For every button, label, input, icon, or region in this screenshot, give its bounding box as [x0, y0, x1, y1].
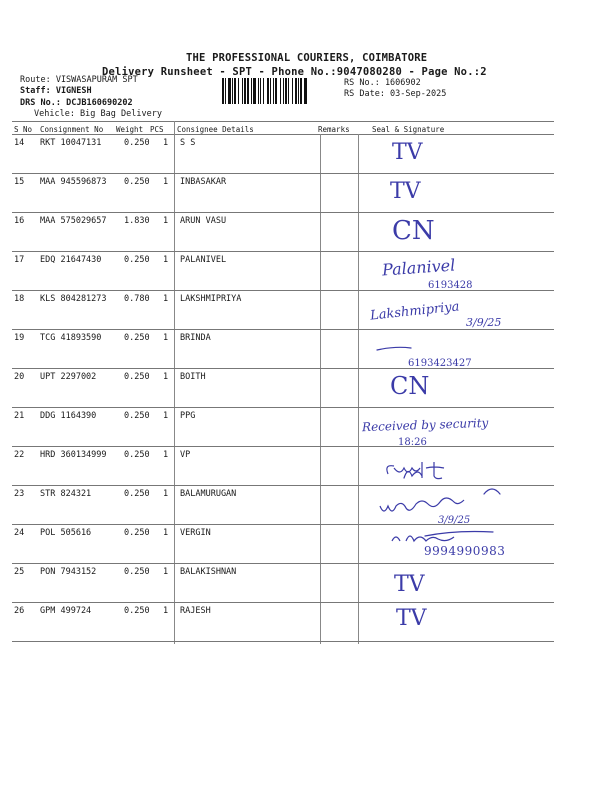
row-consignment: KLS 804281273	[40, 294, 107, 304]
row-pcs: 1	[163, 177, 169, 187]
signature-row-20: CN	[390, 372, 430, 400]
barcode-bar	[260, 78, 261, 104]
row-consignment: UPT 2297002	[40, 372, 97, 382]
row-consignee: BALAMURUGAN	[180, 489, 237, 499]
barcode-bar	[228, 78, 231, 104]
barcode-bar	[242, 78, 243, 104]
row-consignee: ARUN VASU	[180, 216, 227, 226]
row-divider	[12, 602, 554, 603]
signature-row-17-number: 6193428	[428, 280, 473, 291]
row-pcs: 1	[163, 528, 169, 538]
row-pcs: 1	[163, 606, 169, 616]
row-sno: 18	[14, 294, 25, 304]
col-consignee: Consignee Details	[177, 125, 254, 134]
row-consignment: DDG 1164390	[40, 411, 97, 421]
barcode-bar	[273, 78, 274, 104]
row-consignee: LAKSHMIPRIYA	[180, 294, 242, 304]
row-sno: 25	[14, 567, 25, 577]
barcode-bar	[234, 78, 236, 104]
signature-row-16: CN	[392, 216, 435, 246]
row-weight: 0.250	[124, 450, 150, 460]
row-consignment: TCG 41893590	[40, 333, 102, 343]
row-consignee: INBASAKAR	[180, 177, 227, 187]
row-pcs: 1	[163, 138, 169, 148]
row-weight: 0.250	[124, 138, 150, 148]
barcode-bar	[292, 78, 293, 104]
row-pcs: 1	[163, 216, 169, 226]
col-seal: Seal & Signature	[372, 125, 445, 134]
handwritten-signature-image	[382, 458, 472, 482]
barcode-bar	[253, 78, 256, 104]
signature-row-23	[378, 496, 488, 522]
row-consignee: PPG	[180, 411, 196, 421]
header-bottom-rule	[12, 134, 554, 135]
row-pcs: 1	[163, 567, 169, 577]
row-consignee: VERGIN	[180, 528, 211, 538]
row-weight: 0.250	[124, 255, 150, 265]
row-consignee: VP	[180, 450, 191, 460]
barcode-bar	[280, 78, 281, 104]
row-sno: 20	[14, 372, 25, 382]
signature-row-18-date: 3/9/25	[466, 316, 502, 329]
signature-row-22	[382, 458, 472, 487]
barcode-bar	[263, 78, 264, 104]
rs-number: RS No.: 1606902	[344, 78, 421, 88]
row-divider	[12, 251, 554, 252]
row-consignment: MAA 575029657	[40, 216, 107, 226]
row-divider	[12, 212, 554, 213]
row-pcs: 1	[163, 411, 169, 421]
barcode-bar	[258, 78, 259, 104]
signature-row-14: TV	[392, 140, 423, 165]
col-pcs: PCS	[150, 125, 164, 134]
row-divider	[12, 368, 554, 369]
barcode-bar	[244, 78, 246, 104]
barcode-bar	[222, 78, 224, 104]
row-divider	[12, 641, 554, 642]
row-divider	[12, 485, 554, 486]
barcode-bar	[285, 78, 287, 104]
barcode-bar	[232, 78, 233, 104]
row-consignee: BRINDA	[180, 333, 211, 343]
row-sno: 21	[14, 411, 25, 421]
row-divider	[12, 329, 554, 330]
row-sno: 22	[14, 450, 25, 460]
row-divider	[12, 524, 554, 525]
signature-row-15: TV	[390, 179, 421, 204]
row-consignment: STR 824321	[40, 489, 92, 499]
row-weight: 0.250	[124, 333, 150, 343]
col-sno: S No	[14, 125, 33, 134]
row-weight: 0.250	[124, 567, 150, 577]
signature-row-24-number: 9994990983	[424, 544, 506, 558]
barcode-bar	[247, 78, 249, 104]
col-consignment: Consignment No	[40, 125, 104, 134]
signature-row-23-date: 3/9/25	[438, 515, 471, 526]
row-consignee: S S	[180, 138, 196, 148]
row-divider	[12, 173, 554, 174]
row-pcs: 1	[163, 489, 169, 499]
row-sno: 24	[14, 528, 25, 538]
signature-row-21: Received by security	[361, 415, 489, 435]
signature-row-19-number: 6193423427	[408, 358, 472, 369]
row-consignment: MAA 945596873	[40, 177, 107, 187]
col-weight: Weight	[116, 125, 144, 134]
drs-number	[20, 98, 133, 108]
row-consignment: PON 7943152	[40, 567, 97, 577]
row-consignee: PALANIVEL	[180, 255, 227, 265]
col-separator	[358, 134, 359, 644]
signature-row-26: TV	[396, 606, 427, 631]
col-separator	[174, 121, 175, 644]
runsheet-subtitle: Delivery Runsheet - SPT - Phone No.:9047080280 - Page No.:2	[102, 66, 487, 78]
row-pcs: 1	[163, 294, 169, 304]
row-sno: 19	[14, 333, 25, 343]
row-weight: 0.250	[124, 372, 150, 382]
barcode-bar	[283, 78, 284, 104]
row-consignment: POL 505616	[40, 528, 92, 538]
row-weight: 0.250	[124, 528, 150, 538]
signature-row-17: Palanivel	[381, 255, 456, 280]
row-consignee: RAJESH	[180, 606, 211, 616]
row-divider	[12, 407, 554, 408]
row-divider	[12, 563, 554, 564]
barcode-bar	[275, 78, 277, 104]
handwritten-signature-image	[378, 496, 488, 518]
staff-label: Staff: VIGNESH	[20, 86, 92, 96]
barcode-bar	[288, 78, 289, 104]
drs-value: DCJB160690202	[66, 98, 133, 108]
row-weight: 0.250	[124, 489, 150, 499]
row-pcs: 1	[163, 372, 169, 382]
row-weight: 0.250	[124, 606, 150, 616]
row-sno: 16	[14, 216, 25, 226]
row-sno: 26	[14, 606, 25, 616]
row-consignment: RKT 10047131	[40, 138, 102, 148]
row-sno: 23	[14, 489, 25, 499]
barcode-bar	[267, 78, 269, 104]
signature-row-21-time: 18:26	[398, 437, 427, 448]
row-sno: 17	[14, 255, 25, 265]
row-consignment: EDQ 21647430	[40, 255, 102, 265]
row-consignee: BOITH	[180, 372, 206, 382]
barcode-bar	[225, 78, 226, 104]
row-divider	[12, 446, 554, 447]
drs-label: DRS No.:	[20, 98, 61, 108]
row-weight: 0.250	[124, 177, 150, 187]
barcode-bar	[304, 78, 307, 104]
header-top-rule	[12, 121, 554, 122]
rs-date: RS Date: 03-Sep-2025	[344, 89, 447, 99]
barcode-bar	[238, 78, 239, 104]
row-pcs: 1	[163, 450, 169, 460]
company-title: THE PROFESSIONAL COURIERS, COIMBATORE	[186, 52, 428, 64]
row-sno: 15	[14, 177, 25, 187]
row-divider	[12, 290, 554, 291]
row-consignment: HRD 360134999	[40, 450, 107, 460]
col-separator	[320, 134, 321, 644]
row-consignment: GPM 499724	[40, 606, 92, 616]
barcode-bar	[295, 78, 297, 104]
barcode-bar	[298, 78, 299, 104]
row-pcs: 1	[163, 255, 169, 265]
row-pcs: 1	[163, 333, 169, 343]
barcode-image	[222, 78, 340, 104]
row-weight: 0.250	[124, 411, 150, 421]
row-weight: 1.830	[124, 216, 150, 226]
route-label: Route: VISWASAPURAM SPT	[20, 75, 138, 85]
row-weight: 0.780	[124, 294, 150, 304]
vehicle-label: Vehicle: Big Bag Delivery	[34, 109, 162, 119]
signature-row-25: TV	[394, 572, 425, 597]
barcode-bar	[251, 78, 252, 104]
row-consignee: BALAKISHNAN	[180, 567, 237, 577]
row-sno: 14	[14, 138, 25, 148]
col-remarks: Remarks	[318, 125, 350, 134]
signature-row-18: Lakshmipriya	[369, 299, 461, 324]
barcode-bar	[270, 78, 271, 104]
barcode-bar	[300, 78, 302, 104]
